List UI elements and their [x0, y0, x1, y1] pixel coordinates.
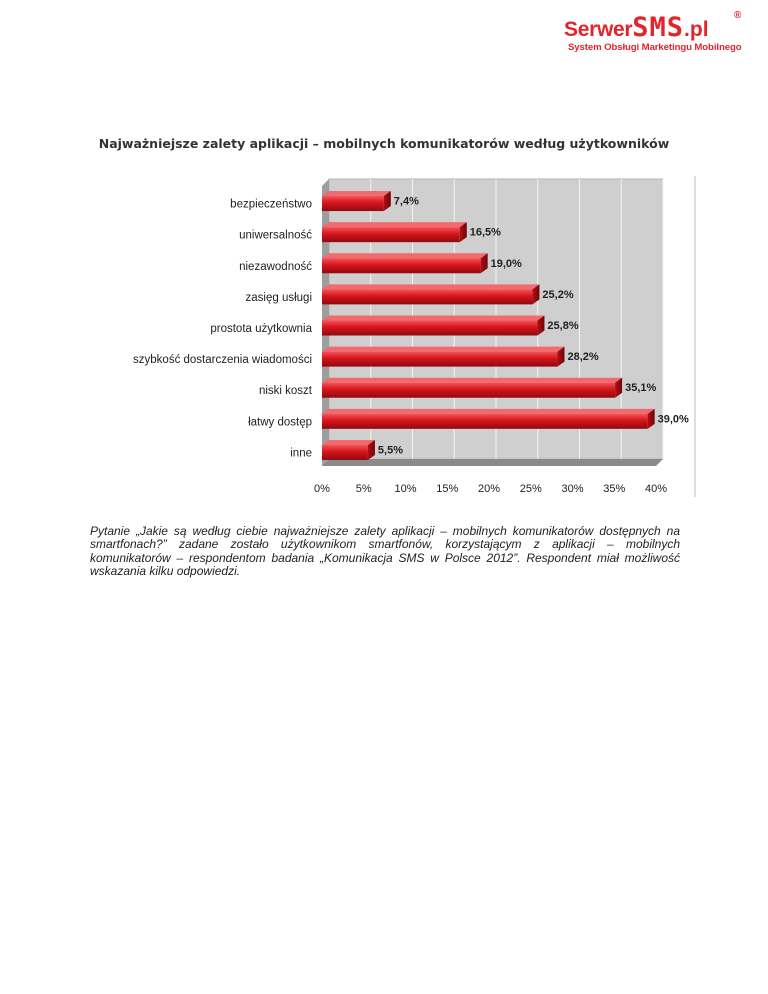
bar [322, 227, 460, 242]
bar [322, 258, 481, 273]
bar [322, 445, 368, 460]
category-label: prostota użytkownia [210, 323, 312, 335]
data-label: 28,2% [567, 351, 599, 364]
data-label: 25,2% [542, 288, 574, 301]
data-label: 19,0% [490, 257, 522, 270]
bar [322, 289, 532, 304]
category-label: niezawodność [239, 260, 312, 273]
bar-top-face [322, 284, 539, 289]
category-label: szybkość dostarczenia wiadomości [133, 354, 312, 367]
bar-top-face [322, 222, 467, 227]
bar [322, 352, 557, 367]
x-tick-label: 25% [519, 483, 542, 495]
bar-top-face [322, 347, 564, 352]
x-tick-label: 35% [603, 483, 626, 495]
registered-mark: ® [734, 10, 742, 21]
bar [322, 383, 615, 398]
x-tick-label: 40% [644, 483, 668, 495]
data-label: 16,5% [469, 226, 501, 239]
bar-top-face [322, 440, 375, 445]
x-tick-label: 30% [561, 483, 584, 495]
category-label: inne [290, 447, 312, 460]
bar-top-face [322, 191, 391, 196]
data-label: 39,0% [657, 413, 689, 426]
x-tick-label: 20% [477, 483, 501, 495]
x-tick-label: 0% [314, 483, 330, 495]
logo-brand-part1: Serwer [564, 18, 633, 41]
bar-top-face [322, 253, 488, 258]
data-label: 5,5% [377, 444, 404, 457]
category-label: uniwersalność [239, 229, 312, 242]
plot-floor [322, 459, 663, 466]
bar-top-face [322, 378, 622, 383]
x-tick-label: 15% [436, 483, 459, 495]
category-label: zasięg usługi [245, 291, 312, 304]
bar-top-face [322, 409, 655, 414]
data-label: 35,1% [625, 382, 657, 395]
bar [322, 321, 537, 336]
category-label: niski koszt [258, 385, 312, 398]
survey-caption: Pytanie „Jakie są według ciebie najważniejsze zalety aplikacji – mobilnych komunikatorów dostępnych na smartfonach?” zadane zostało użytkownikom smartfonów, korzystającym z aplikacji – mobilnych komunikatorów – respondentom badania „Komunikacja SMS w Polsce 2012”. Respondent miał możliwość wskazania kilku odpowiedzi. [90, 524, 680, 579]
data-label: 25,8% [547, 320, 579, 332]
category-label: łatwy dostęp [248, 416, 312, 429]
bar [322, 414, 648, 429]
category-label: bezpieczeństwo [230, 198, 312, 211]
data-label: 7,4% [393, 195, 419, 208]
logo-brand-part2: SMS [632, 12, 685, 43]
logo-tagline: System Obsługi Marketingu Mobilnego [568, 42, 742, 53]
logo-brand-part3: .pl [684, 18, 709, 41]
x-tick-label: 10% [394, 483, 417, 495]
x-tick-label: 5% [355, 483, 372, 495]
bar [322, 196, 384, 211]
bar-top-face [322, 316, 544, 321]
chart-title: Najważniejsze zalety aplikacji – mobilnych komunikatorów według użytkowników [98, 136, 670, 151]
